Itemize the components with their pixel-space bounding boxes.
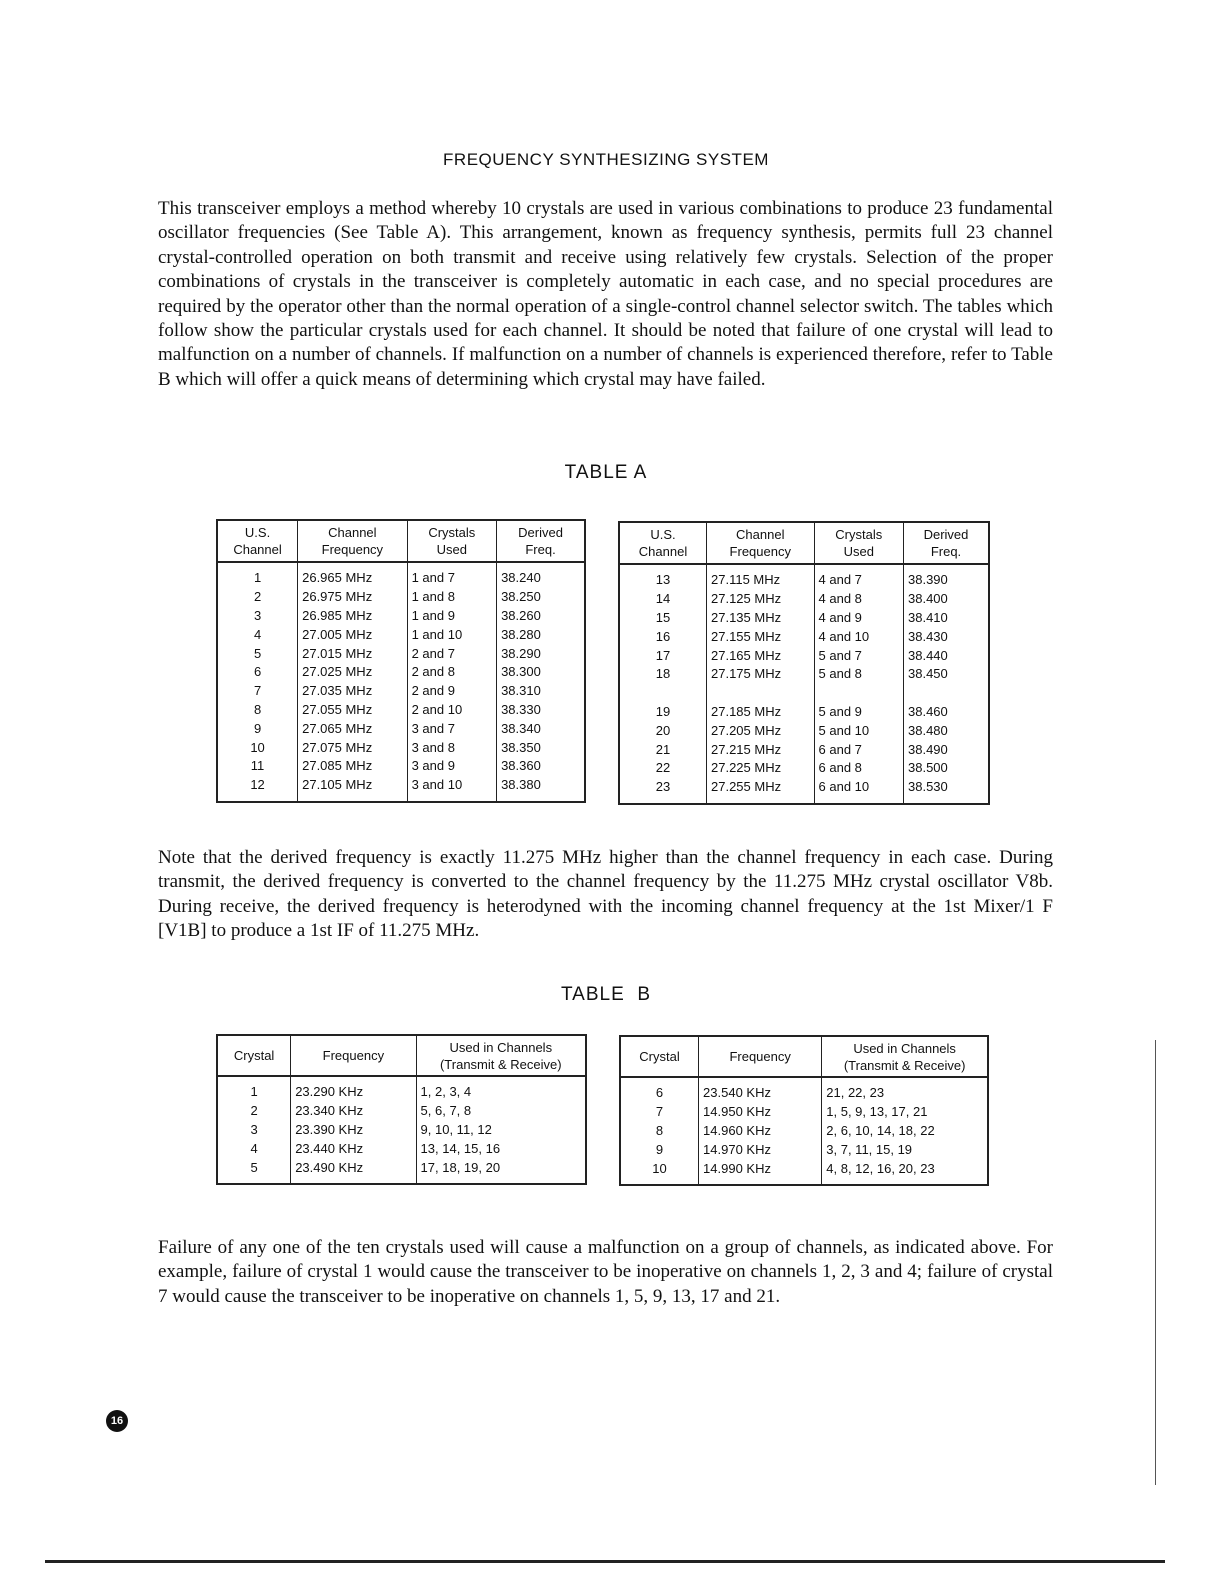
cell-channel: 19 xyxy=(619,703,707,722)
page-title: FREQUENCY SYNTHESIZING SYSTEM xyxy=(443,150,769,169)
col-header-crystals: Crystals Used xyxy=(407,520,496,562)
col-header-used-in-channels: Used in Channels (Transmit & Receive) xyxy=(416,1035,586,1076)
table-row xyxy=(620,1103,988,1122)
cell-channel: 12 xyxy=(217,776,298,802)
table-row xyxy=(620,1122,988,1141)
cell-crystals: 2 and 9 xyxy=(407,682,496,701)
cell-frequency: 23.340 KHz xyxy=(291,1102,416,1121)
cell-frequency: 23.490 KHz xyxy=(291,1158,416,1184)
cell-crystals: 2 and 10 xyxy=(407,701,496,720)
cell-crystal: 7 xyxy=(620,1103,699,1122)
cell-frequency: 27.035 MHz xyxy=(298,682,407,701)
cell-channel: 4 xyxy=(217,625,298,644)
cell-derived: 38.240 xyxy=(497,562,585,588)
cell-frequency: 27.085 MHz xyxy=(298,757,407,776)
col-header-frequency: Channel Frequency xyxy=(707,522,815,564)
cell-crystals: 3 and 7 xyxy=(407,719,496,738)
cell-crystals: 5 and 7 xyxy=(814,646,903,665)
table-row xyxy=(619,703,989,722)
cell-channel: 3 xyxy=(217,607,298,626)
table-row xyxy=(217,757,585,776)
cell-crystals: 1 and 9 xyxy=(407,607,496,626)
cell-channel: 20 xyxy=(619,721,707,740)
cell-crystals: 3 and 9 xyxy=(407,757,496,776)
cell-crystals: 4 and 9 xyxy=(814,609,903,628)
cell-channels: 5, 6, 7, 8 xyxy=(416,1102,586,1121)
cell-crystals: 6 and 10 xyxy=(814,778,903,804)
cell-derived: 38.450 xyxy=(904,665,990,684)
cell-frequency: 27.065 MHz xyxy=(298,719,407,738)
cell-frequency: 27.135 MHz xyxy=(707,609,815,628)
table-row xyxy=(217,663,585,682)
table-row xyxy=(217,682,585,701)
table-row xyxy=(217,1102,586,1121)
cell-frequency: 23.540 KHz xyxy=(699,1077,822,1103)
cell-channel: 10 xyxy=(217,738,298,757)
table-b-right xyxy=(619,1035,989,1186)
table-row xyxy=(217,607,585,626)
cell-channel xyxy=(619,684,707,703)
table-row xyxy=(619,759,989,778)
table-header-row xyxy=(620,1036,988,1077)
col-header-frequency: Frequency xyxy=(291,1035,416,1076)
table-row xyxy=(619,627,989,646)
cell-crystal: 1 xyxy=(217,1076,291,1102)
cell-frequency: 27.115 MHz xyxy=(707,564,815,590)
table-row xyxy=(217,625,585,644)
cell-crystals: 4 and 10 xyxy=(814,627,903,646)
cell-frequency: 27.255 MHz xyxy=(707,778,815,804)
cell-channel: 22 xyxy=(619,759,707,778)
cell-derived: 38.280 xyxy=(497,625,585,644)
cell-channel: 5 xyxy=(217,644,298,663)
cell-derived: 38.400 xyxy=(904,590,990,609)
cell-derived: 38.290 xyxy=(497,644,585,663)
note-paragraph: Note that the derived frequency is exactly 11.275 MHz higher than the channel frequency in each case. During transmit, the derived frequency is converted to the channel frequency by the 11.275 MHz crystal oscillator V8b. During receive, the derived frequency is heterodyned with the incoming channel frequency at the 1st Mixer/1 F [V1B] to produce a 1st IF of 11.275 MHz. xyxy=(158,847,1053,942)
cell-channels: 2, 6, 10, 14, 18, 22 xyxy=(822,1122,988,1141)
cell-crystal: 10 xyxy=(620,1159,699,1185)
cell-channels: 1, 2, 3, 4 xyxy=(416,1076,586,1102)
table-row xyxy=(217,776,585,802)
table-row xyxy=(619,684,989,703)
bottom-rule xyxy=(45,1560,1165,1563)
table-a-heading: TABLE A xyxy=(564,462,648,483)
cell-channel: 1 xyxy=(217,562,298,588)
cell-frequency: 27.225 MHz xyxy=(707,759,815,778)
col-header-crystals: Crystals Used xyxy=(814,522,903,564)
cell-channels: 4, 8, 12, 16, 20, 23 xyxy=(822,1159,988,1185)
cell-crystal: 3 xyxy=(217,1121,291,1140)
table-header-row xyxy=(217,1035,586,1076)
cell-crystals: 5 and 10 xyxy=(814,721,903,740)
cell-crystal: 5 xyxy=(217,1158,291,1184)
table-row xyxy=(619,609,989,628)
table-row xyxy=(217,1158,586,1184)
cell-frequency: 27.185 MHz xyxy=(707,703,815,722)
cell-crystals: 5 and 9 xyxy=(814,703,903,722)
col-header-crystal: Crystal xyxy=(620,1036,699,1077)
cell-derived xyxy=(904,684,990,703)
table-b-heading: TABLE B xyxy=(560,984,651,1005)
cell-crystals: 5 and 8 xyxy=(814,665,903,684)
cell-channel: 6 xyxy=(217,663,298,682)
cell-frequency: 14.950 KHz xyxy=(699,1103,822,1122)
table-row xyxy=(217,588,585,607)
cell-crystal: 6 xyxy=(620,1077,699,1103)
cell-derived: 38.500 xyxy=(904,759,990,778)
cell-frequency: 27.025 MHz xyxy=(298,663,407,682)
cell-derived: 38.530 xyxy=(904,778,990,804)
cell-channels: 17, 18, 19, 20 xyxy=(416,1158,586,1184)
col-header-frequency: Channel Frequency xyxy=(298,520,407,562)
cell-channel: 11 xyxy=(217,757,298,776)
cell-derived: 38.350 xyxy=(497,738,585,757)
margin-rule xyxy=(1155,1040,1156,1485)
table-row xyxy=(619,778,989,804)
col-header-channel: U.S. Channel xyxy=(217,520,298,562)
cell-crystals: 3 and 10 xyxy=(407,776,496,802)
cell-derived: 38.460 xyxy=(904,703,990,722)
col-header-derived: Derived Freq. xyxy=(497,520,585,562)
cell-crystals: 1 and 10 xyxy=(407,625,496,644)
col-header-frequency: Frequency xyxy=(699,1036,822,1077)
cell-crystals: 1 and 8 xyxy=(407,588,496,607)
cell-frequency: 27.175 MHz xyxy=(707,665,815,684)
cell-derived: 38.260 xyxy=(497,607,585,626)
cell-crystals: 1 and 7 xyxy=(407,562,496,588)
cell-derived: 38.480 xyxy=(904,721,990,740)
cell-channels: 1, 5, 9, 13, 17, 21 xyxy=(822,1103,988,1122)
cell-channel: 15 xyxy=(619,609,707,628)
cell-frequency: 23.440 KHz xyxy=(291,1139,416,1158)
cell-derived: 38.330 xyxy=(497,701,585,720)
cell-channel: 7 xyxy=(217,682,298,701)
col-header-channel: U.S. Channel xyxy=(619,522,707,564)
cell-crystals: 3 and 8 xyxy=(407,738,496,757)
cell-derived: 38.380 xyxy=(497,776,585,802)
cell-crystal: 2 xyxy=(217,1102,291,1121)
table-row xyxy=(620,1140,988,1159)
table-row xyxy=(619,646,989,665)
col-header-derived: Derived Freq. xyxy=(904,522,990,564)
cell-frequency: 23.390 KHz xyxy=(291,1121,416,1140)
cell-derived: 38.250 xyxy=(497,588,585,607)
cell-frequency: 27.165 MHz xyxy=(707,646,815,665)
cell-crystals: 4 and 8 xyxy=(814,590,903,609)
cell-crystals: 4 and 7 xyxy=(814,564,903,590)
table-row xyxy=(619,665,989,684)
cell-frequency: 27.205 MHz xyxy=(707,721,815,740)
cell-crystal: 9 xyxy=(620,1140,699,1159)
cell-crystals: 6 and 8 xyxy=(814,759,903,778)
cell-crystals: 6 and 7 xyxy=(814,740,903,759)
cell-frequency: 14.990 KHz xyxy=(699,1159,822,1185)
table-row xyxy=(217,1076,586,1102)
table-row xyxy=(620,1077,988,1103)
cell-frequency: 27.155 MHz xyxy=(707,627,815,646)
cell-crystals xyxy=(814,684,903,703)
cell-channel: 13 xyxy=(619,564,707,590)
cell-channel: 16 xyxy=(619,627,707,646)
cell-channels: 21, 22, 23 xyxy=(822,1077,988,1103)
table-row xyxy=(217,719,585,738)
col-header-crystal: Crystal xyxy=(217,1035,291,1076)
table-row xyxy=(217,562,585,588)
table-row xyxy=(619,590,989,609)
table-row xyxy=(620,1159,988,1185)
table-row xyxy=(619,721,989,740)
cell-channel: 14 xyxy=(619,590,707,609)
cell-frequency: 27.075 MHz xyxy=(298,738,407,757)
intro-paragraph: This transceiver employs a method whereby 10 crystals are used in various combinations to produce 23 fundamental oscillator frequencies (See Table A). This arrangement, known as frequency synthesis, permits full 23 channel crystal-controlled operation on both transmit and receive using relatively few crystals. Selection of the proper combinations of crystals in the transceiver is completely automatic in each case, and no special procedures are required by the operator other than the normal operation of a single-control channel selector switch. The tables which follow show the particular crystals used for each channel. It should be noted that failure of one crystal will lead to malfunction on a number of channels. If malfunction on a number of channels is experienced therefore, refer to Table B which will offer a quick means of determining which crystal may have failed. xyxy=(158,198,1053,390)
table-row xyxy=(217,701,585,720)
table-header-row xyxy=(217,520,585,562)
cell-frequency: 27.215 MHz xyxy=(707,740,815,759)
cell-frequency: 26.965 MHz xyxy=(298,562,407,588)
cell-frequency: 26.975 MHz xyxy=(298,588,407,607)
cell-channel: 2 xyxy=(217,588,298,607)
cell-frequency: 23.290 KHz xyxy=(291,1076,416,1102)
cell-frequency: 26.985 MHz xyxy=(298,607,407,626)
cell-channels: 3, 7, 11, 15, 19 xyxy=(822,1140,988,1159)
table-a-right xyxy=(618,521,990,805)
cell-crystal: 4 xyxy=(217,1139,291,1158)
col-header-used-in-channels: Used in Channels (Transmit & Receive) xyxy=(822,1036,988,1077)
cell-frequency xyxy=(707,684,815,703)
cell-derived: 38.490 xyxy=(904,740,990,759)
cell-channels: 13, 14, 15, 16 xyxy=(416,1139,586,1158)
cell-frequency: 27.005 MHz xyxy=(298,625,407,644)
cell-frequency: 14.970 KHz xyxy=(699,1140,822,1159)
table-row xyxy=(619,740,989,759)
cell-derived: 38.340 xyxy=(497,719,585,738)
cell-derived: 38.300 xyxy=(497,663,585,682)
table-b-left xyxy=(216,1034,587,1185)
table-a-left xyxy=(216,519,586,803)
cell-frequency: 27.125 MHz xyxy=(707,590,815,609)
table-row xyxy=(619,564,989,590)
table-header-row xyxy=(619,522,989,564)
cell-channels: 9, 10, 11, 12 xyxy=(416,1121,586,1140)
cell-crystals: 2 and 8 xyxy=(407,663,496,682)
cell-frequency: 14.960 KHz xyxy=(699,1122,822,1141)
cell-channel: 21 xyxy=(619,740,707,759)
cell-derived: 38.430 xyxy=(904,627,990,646)
cell-frequency: 27.015 MHz xyxy=(298,644,407,663)
cell-channel: 23 xyxy=(619,778,707,804)
table-row xyxy=(217,1139,586,1158)
cell-derived: 38.440 xyxy=(904,646,990,665)
table-row xyxy=(217,738,585,757)
cell-channel: 17 xyxy=(619,646,707,665)
failure-paragraph: Failure of any one of the ten crystals used will cause a malfunction on a group of channels, as indicated above. For example, failure of crystal 1 would cause the transceiver to be inoperative on channels 1, 2, 3 and 4; failure of crystal 7 would cause the transceiver to be inoperative on channels 1, 5, 9, 13, 17 and 21. xyxy=(158,1237,1053,1307)
cell-channel: 9 xyxy=(217,719,298,738)
cell-frequency: 27.055 MHz xyxy=(298,701,407,720)
cell-derived: 38.410 xyxy=(904,609,990,628)
cell-derived: 38.390 xyxy=(904,564,990,590)
cell-derived: 38.360 xyxy=(497,757,585,776)
table-row xyxy=(217,1121,586,1140)
cell-crystals: 2 and 7 xyxy=(407,644,496,663)
table-row xyxy=(217,644,585,663)
cell-crystal: 8 xyxy=(620,1122,699,1141)
cell-frequency: 27.105 MHz xyxy=(298,776,407,802)
page-number-badge: 16 xyxy=(106,1410,128,1432)
cell-channel: 8 xyxy=(217,701,298,720)
cell-channel: 18 xyxy=(619,665,707,684)
cell-derived: 38.310 xyxy=(497,682,585,701)
